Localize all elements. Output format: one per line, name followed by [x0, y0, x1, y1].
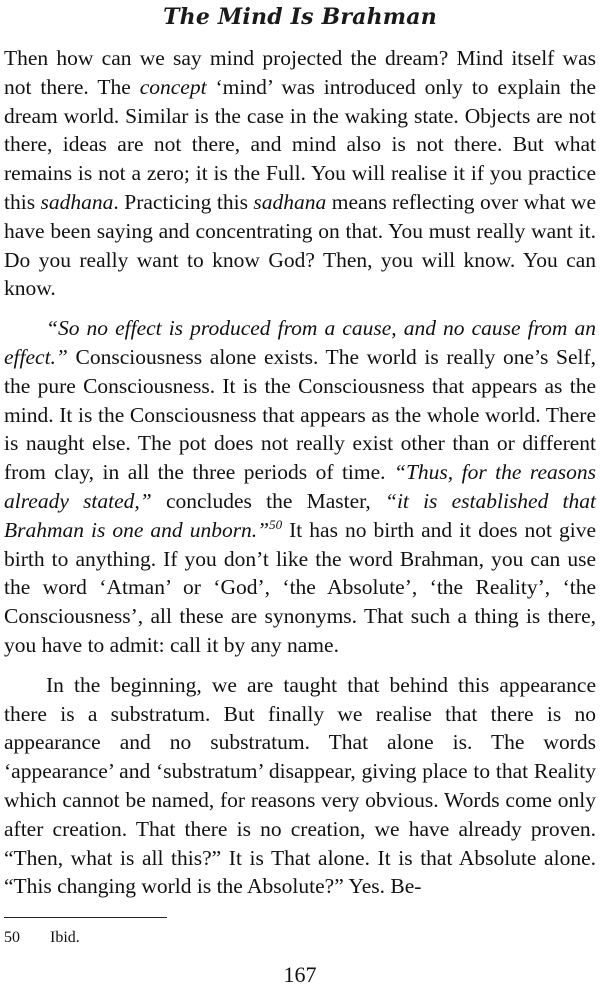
- text-run: Consciousness alone exists. The world is really one’s Self, the pure Consciousness. It is the Consciousness that appears as the mind. It is the Consciousness that appears as the whole world. There is naught else. The pot does not really exist other than or different from clay, in all the three periods of time.: [4, 344, 596, 485]
- text-run: “So no effect is produced from a cause, and no cause from an effect.”: [4, 316, 596, 369]
- text-run: concept: [139, 74, 207, 99]
- text-run: It has no birth and it does not give birth to anything. If you don’t like the word Brahman, you can use the word ‘Atman’ or ‘God’, ‘the Absolute’, ‘the Reality’, ‘the Consciousness’, all these are synonyms. That such a thing is there, you have to admit: call it by any name.: [4, 517, 596, 657]
- body-text: [4, 44, 596, 901]
- text-run: “Thus, for the reasons already stated,”: [4, 460, 596, 513]
- text-run: “it is established that Brahman is one and unborn.”: [4, 488, 596, 542]
- text-run: Then how can we say mind projected the dream? Mind itself was not there. The: [4, 46, 596, 99]
- page-number: 167: [283, 962, 317, 987]
- text-run: means reflecting over what we have been saying and concentrating on that. You must really want it. Do you really want to know God? Then, you will know. You can know.: [4, 189, 596, 301]
- text-run: sadhana: [40, 189, 114, 214]
- text-run: In the beginning, we are taught that behind this appearance there is a substratum. But finally we realise that there is no appearance and no substratum. That alone is. The words ‘appearance’ and ‘substratum’ disappear, giving place to that Reality which cannot be named, for reasons very obvious. Words come only after creation. That there is no creation, we have already proven. “Then, what is all this?” It is That alone. It is that Absolute alone. “This changing world is the Absolute?” Yes. Be-: [4, 672, 596, 899]
- footnote-reference: 50: [269, 516, 283, 532]
- paragraph-1: [4, 44, 596, 303]
- paragraph-3: [4, 671, 596, 901]
- text-run: concludes the Master,: [151, 488, 385, 513]
- text-run: sadhana: [253, 189, 327, 214]
- footnote: [4, 928, 80, 948]
- text-run: ‘mind’ was introduced only to explain the dream world. Similar is the case in the waking state. Objects are not there, ideas are not there, and mind also is not there. But what remains is not a zero; it is the Full. You will realise it if you practice this: [4, 74, 596, 214]
- text-run: . Practicing this: [113, 189, 254, 214]
- footnote-number: 50: [4, 929, 20, 946]
- footnote-rule: [4, 917, 167, 918]
- paragraph-2: [4, 314, 596, 660]
- footnote-text: Ibid.: [50, 929, 80, 946]
- running-head: The Mind Is Brahman: [163, 4, 437, 30]
